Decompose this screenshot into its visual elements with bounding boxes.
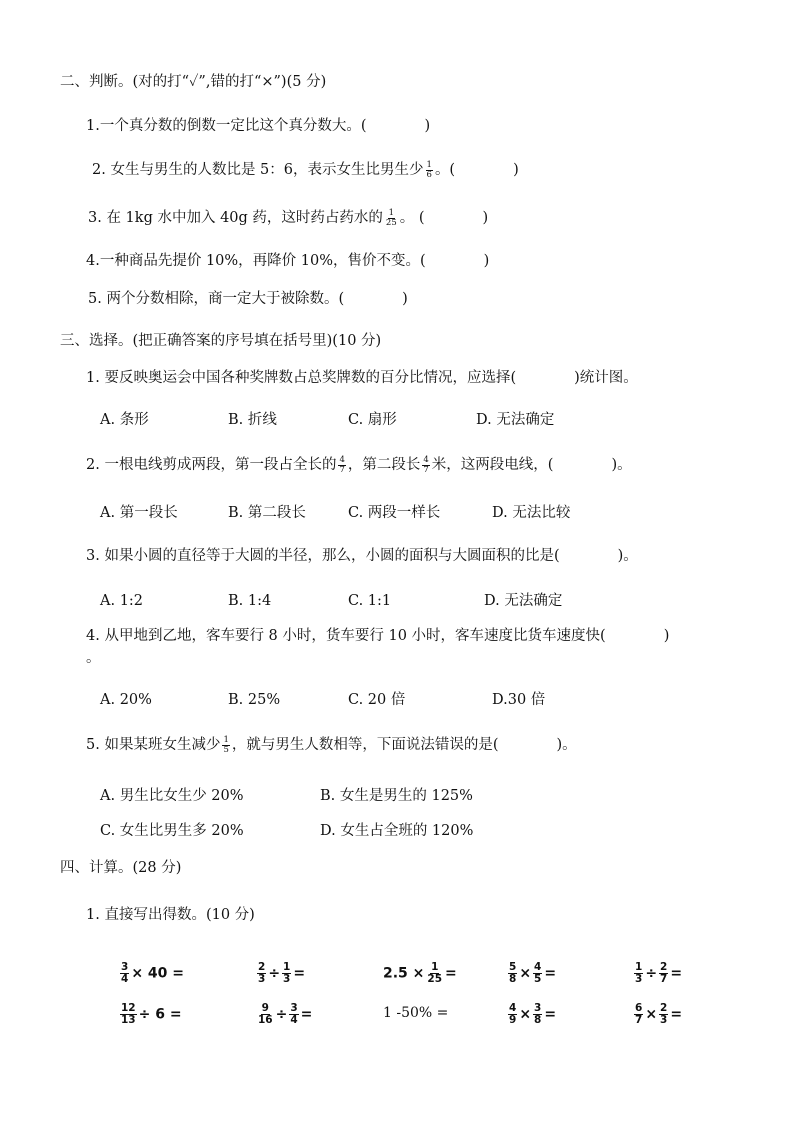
s2-q3-text: 3. 在 1kg 水中加入 40g 药，这时药占药水的 [88,210,383,226]
option-c: C. 20 倍 [348,692,406,708]
option-c: C. 两段一样长 [348,505,441,521]
s2-q3-answer: 。 ( ) [399,210,489,226]
s3-q2-text: 2. 一根电线剪成两段，第一段占全长的 [86,457,337,473]
option-d: D. 无法确定 [484,593,563,609]
option-a: A. 1:2 [100,593,144,609]
s2-question-2 [92,160,519,180]
calc-item: $\frac{3}{4}$ × 40 = [121,961,185,985]
s4-question-1: 1. 直接写出得数。(10 分) [86,907,255,923]
option-c: C. 1:1 [348,593,392,609]
fraction: $\frac{4}{7}$ [423,454,429,475]
option-b: B. 25% [228,692,281,708]
calc-item: $\frac{6}{7}$ × $\frac{2}{3}$ = [635,1002,683,1026]
calc-item: 2.5 × $\frac{1}{25}$ = [383,961,457,985]
s2-question-4: 4.一种商品先提价 10%，再降价 10%，售价不变。( ) [86,253,490,269]
s3-question-4: 4. 从甲地到乙地，客车要行 8 小时，货车要行 10 小时，客车速度比货车速度快( ) [86,628,670,644]
calc-item: $\frac{4}{9}$ × $\frac{3}{8}$ = [509,1002,557,1026]
s3-question-1: 1. 要反映奥运会中国各种奖牌数占总奖牌数的百分比情况，应选择( )统计图。 [86,370,638,386]
option-a: A. 20% [100,692,152,708]
s2-q2-text: 2. 女生与男生的人数比是 5：6，表示女生比男生少 [92,162,424,178]
s2-question-1: 1.一个真分数的倒数一定比这个真分数大。( ) [86,118,431,134]
option-b: B. 折线 [228,412,277,428]
calc-item: $\frac{5}{8}$ × $\frac{4}{5}$ = [509,961,557,985]
s3-q2-text-b: ，第二段长 [347,457,421,473]
option-b: B. 女生是男生的 125% [320,788,473,804]
s2-question-3 [88,208,488,228]
calc-item: 1 -50% = [383,1005,449,1021]
option-b: B. 1:4 [228,593,272,609]
calc-item: $\frac{12}{13}$ ÷ 6 = [121,1002,182,1026]
option-b: B. 第二段长 [228,505,306,521]
s2-question-5: 5. 两个分数相除，商一定大于被除数。( ) [88,291,408,307]
option-c: C. 女生比男生多 20% [100,823,244,839]
option-a: A. 男生比女生少 20% [100,788,244,804]
s3-question-3: 3. 如果小圆的直径等于大圆的半径，那么，小圆的面积与大圆面积的比是( )。 [86,548,638,564]
fraction: $\frac{1}{25}$ [385,207,397,228]
option-a: A. 第一段长 [100,505,178,521]
option-d: D. 女生占全班的 120% [320,823,474,839]
calc-item: $\frac{1}{3}$ ÷ $\frac{2}{7}$ = [635,961,683,985]
s3-q5-text-b: ，就与男生人数相等，下面说法错误的是( )。 [231,737,577,753]
calc-item: $\frac{9}{16}$ ÷ $\frac{3}{4}$ = [258,1002,313,1026]
fraction: $\frac{4}{7}$ [339,454,345,475]
section-4-title: 四、计算。(28 分) [60,860,182,876]
option-a: A. 条形 [100,412,149,428]
s3-question-4-cont: 。 [86,650,101,666]
option-d: D. 无法确定 [476,412,555,428]
section-3-title: 三、选择。(把正确答案的序号填在括号里)(10 分) [60,333,382,349]
option-d: D.30 倍 [492,692,546,708]
calc-item: $\frac{2}{3}$ ÷ $\frac{1}{3}$ = [258,961,306,985]
s3-q5-text: 5. 如果某班女生减少 [86,737,221,753]
s3-q2-text-c: 米，这两段电线，( )。 [431,457,632,473]
fraction: $\frac{1}{5}$ [223,734,229,755]
option-c: C. 扇形 [348,412,397,428]
fraction: $\frac{1}{6}$ [426,159,432,180]
option-d: D. 无法比较 [492,505,571,521]
s3-question-2 [86,455,632,475]
s3-question-5 [86,735,577,755]
section-2-title: 二、判断。(对的打“✓”,错的打“×”)(5 分) [60,74,327,90]
s2-q2-answer: 。( ) [434,162,519,178]
